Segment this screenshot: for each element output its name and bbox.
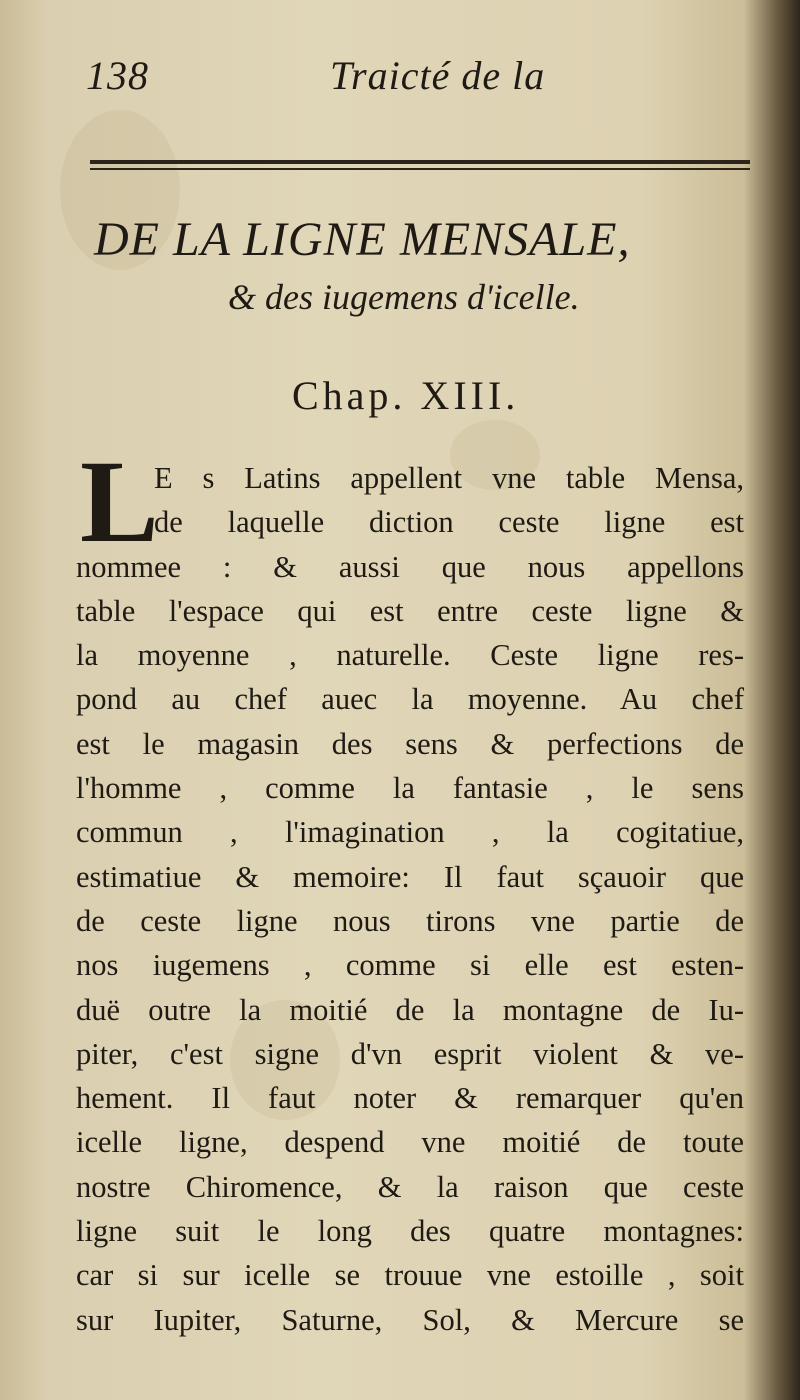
text-line: hement. Il faut noter & remarquer qu'en: [76, 1081, 744, 1116]
text-line: E s Latins appellent vne table Mensa,: [154, 461, 744, 495]
text-line: ligne suit le long des quatre montagnes:: [76, 1214, 744, 1249]
text-line: nostre Chiromence, & la raison que ceste: [76, 1169, 744, 1204]
ornamental-rule: [90, 160, 750, 174]
text-line: pond au chef auec la moyenne. Au chef: [76, 682, 744, 717]
text-line: duë outre la moitié de la montagne de Iu-: [76, 992, 744, 1027]
text-line: de ceste ligne nous tirons vne partie de: [76, 903, 744, 938]
text-line: de laquelle diction ceste ligne est: [154, 505, 744, 540]
text-line: est le magasin des sens & perfections de: [76, 726, 744, 761]
text-line: icelle ligne, despend vne moitié de toute: [76, 1125, 744, 1160]
text-line: car si sur icelle se trouue vne estoille , soit: [76, 1258, 744, 1293]
text-line: nos iugemens , comme si elle est esten-: [76, 948, 744, 983]
text-line: estimatiue & memoire: Il faut sçauoir que: [76, 859, 744, 894]
drop-cap: L: [80, 436, 159, 567]
text-line: sur Iupiter, Saturne, Sol, & Mercure se: [76, 1302, 744, 1337]
section-subheading: & des iugemens d'icelle.: [228, 277, 580, 317]
text-line: la moyenne , naturelle. Ceste ligne res-: [76, 638, 744, 673]
text-line: table l'espace qui est entre ceste ligne &: [76, 593, 744, 628]
text-line: l'homme , comme la fantasie , le sens: [76, 771, 744, 806]
section-heading: DE LA LIGNE MENSALE,: [94, 213, 631, 266]
text-line: commun , l'imagination , la cogitatiue,: [76, 815, 744, 850]
chapter-label: Chap. XIII.: [292, 373, 520, 418]
text-line: nommee : & aussi que nous appellons: [76, 549, 744, 584]
text-line: piter, c'est signe d'vn esprit violent & ve-: [76, 1036, 744, 1071]
page-number: 138: [86, 53, 149, 98]
running-title: Traicté de la: [330, 53, 546, 98]
body-text: [76, 436, 744, 1342]
